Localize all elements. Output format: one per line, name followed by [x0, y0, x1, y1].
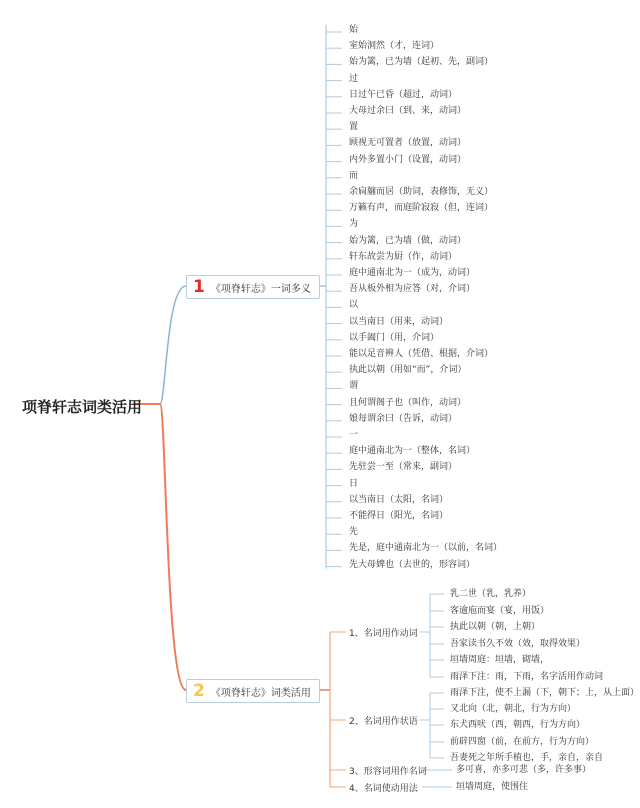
- branch-number: 2: [193, 681, 205, 701]
- usage-item[interactable]: 吾妻死之年所手植也，手，亲自，亲自: [450, 753, 604, 763]
- usage-item[interactable]: 前辟四窗（前，在前方，行为方向）: [450, 737, 595, 747]
- polysemy-item[interactable]: 内外多置小门（设置，动词）: [349, 154, 467, 165]
- polysemy-item[interactable]: 先是，庭中通南北为一（以前，名词）: [349, 543, 503, 554]
- branch-label: 《项脊轩志》一词多义: [210, 283, 311, 295]
- usage-group-label[interactable]: 1、名词用作动词: [349, 629, 418, 639]
- polysemy-item[interactable]: 先驻尝一至（常来，副词）: [349, 462, 458, 473]
- usage-item[interactable]: 垣墙周庭：垣墙，砌墙，: [450, 655, 550, 665]
- branch-label: 《项脊轩志》词类活用: [210, 687, 311, 699]
- polysemy-item[interactable]: 室始洞然（才，连词）: [349, 41, 440, 52]
- usage-item[interactable]: 垣墙周庭，使围住: [456, 782, 529, 792]
- usage-item[interactable]: 吾家读书久不效（效，取得效果）: [450, 639, 586, 649]
- polysemy-item[interactable]: 庭中通南北为一（成为，动词）: [349, 268, 476, 278]
- polysemy-item[interactable]: 以手阖门（用，介词）: [349, 332, 440, 343]
- usage-item[interactable]: 客逾庖而宴（宴，用饭）: [450, 606, 550, 616]
- polysemy-item[interactable]: 而: [349, 170, 359, 181]
- usage-item[interactable]: 雨泽下注，使不上漏（下，朝下；上，从上面）: [450, 688, 640, 698]
- polysemy-item[interactable]: 为: [349, 219, 359, 230]
- usage-item[interactable]: 执此以朝（朝，上朝）: [450, 622, 541, 632]
- polysemy-item[interactable]: 轩东故尝为厨（作，动词）: [349, 251, 458, 262]
- root-topic: 项脊轩志词类活用: [22, 398, 143, 416]
- usage-item[interactable]: 雨泽下注：雨，下雨，名字活用作动词: [450, 672, 604, 682]
- branch-polysemy[interactable]: [186, 275, 320, 299]
- connector-line: [160, 286, 186, 404]
- connector-line: [160, 404, 186, 690]
- polysemy-item[interactable]: 置: [349, 122, 359, 133]
- usage-item[interactable]: 又北向（北，朝北，行为方向）: [450, 704, 577, 714]
- polysemy-item[interactable]: 一: [349, 430, 359, 440]
- polysemy-item[interactable]: 庭中通南北为一（整体，名词）: [349, 446, 476, 457]
- polysemy-item[interactable]: 且何谓阁子也（叫作，动词）: [349, 397, 467, 408]
- polysemy-item[interactable]: 以当南日（太阳，名词）: [349, 494, 449, 505]
- polysemy-item[interactable]: 始为篱，已为墙（做，动词）: [349, 235, 467, 246]
- polysemy-item[interactable]: 日过午已昏（超过，动词）: [349, 89, 458, 100]
- polysemy-item[interactable]: 始为篱，已为墙（起初、先，副词）: [349, 57, 494, 68]
- branch-number: 1: [193, 277, 205, 297]
- polysemy-item[interactable]: 大母过余曰（到、来，动词）: [349, 106, 467, 116]
- polysemy-item[interactable]: 以当南日（用来，动词）: [349, 316, 449, 327]
- polysemy-item[interactable]: 顾视无可置者（放置，动词）: [349, 138, 467, 149]
- polysemy-item[interactable]: 万籁有声，而庭阶寂寂（但，连词）: [349, 203, 494, 214]
- branch-word-class-usage[interactable]: [186, 679, 320, 703]
- polysemy-item[interactable]: 日: [349, 478, 359, 489]
- polysemy-item[interactable]: 执此以朝（用如“而”，介词）: [349, 365, 467, 376]
- usage-item[interactable]: 东犬西吠（西，朝西，行为方向）: [450, 720, 586, 730]
- usage-item[interactable]: 乳二世（乳，乳养）: [450, 589, 532, 599]
- usage-group-label[interactable]: 4、名词使动用法: [349, 784, 418, 794]
- polysemy-item[interactable]: 谓: [349, 381, 359, 392]
- polysemy-item[interactable]: 余扃牖而居（助词，表修饰，无义）: [349, 187, 494, 197]
- polysemy-item[interactable]: 能以足音辨人（凭借、根据，介词）: [349, 349, 494, 359]
- usage-group-label[interactable]: 3、形容词用作名词: [349, 767, 427, 777]
- polysemy-item[interactable]: 先大母婢也（去世的，形容词）: [349, 559, 476, 570]
- usage-group-label[interactable]: 2、名词用作状语: [349, 717, 418, 727]
- usage-item[interactable]: 多可喜，亦多可悲（多，许多事）: [456, 765, 592, 775]
- polysemy-item[interactable]: 以: [349, 300, 359, 311]
- polysemy-item[interactable]: 过: [349, 73, 359, 84]
- polysemy-item[interactable]: 吾从板外相为应答（对，介词）: [349, 284, 476, 295]
- polysemy-item[interactable]: 先: [349, 527, 359, 538]
- polysemy-item[interactable]: 始: [349, 25, 359, 35]
- polysemy-item[interactable]: 不能得日（阳光，名词）: [349, 511, 449, 521]
- polysemy-item[interactable]: 娘每谓余曰（告诉，动词）: [349, 413, 458, 424]
